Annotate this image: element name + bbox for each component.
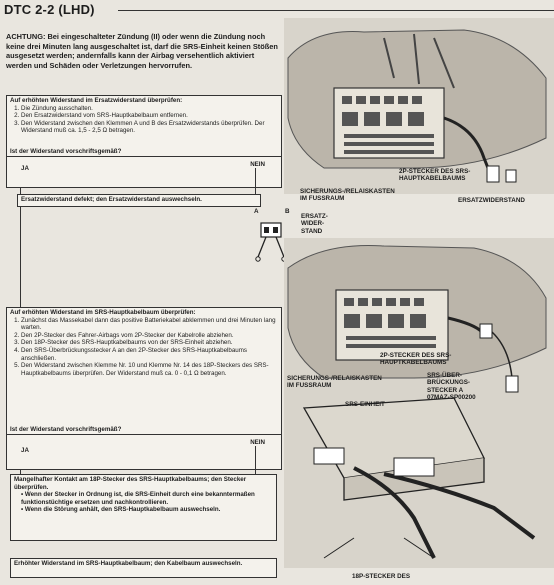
step2-item: 5. Den Widerstand zwischen Klemme Nr. 10 und Klemme Nr. 14 des 18P-Steckers des SRS-Hauptkabelbaums überprüfen. Der Widerstand muß ca. 0 - 0,1 Ω betragen. xyxy=(21,362,278,377)
ersatzwiderstand-label: ERSATZWIDERSTAND xyxy=(458,197,525,204)
step1-item: 2. Den Ersatzwiderstand vom SRS-Hauptkabelbaum entfernen. xyxy=(21,112,278,120)
ersatz-wider-stand-label: ERSATZ- WIDER- STAND xyxy=(301,213,328,235)
step2-box xyxy=(6,307,282,427)
question1-box xyxy=(6,147,282,188)
srs-einheit-label: SRS-EINHEIT xyxy=(345,401,385,408)
step2-item: 4. Den SRS-Überbrückungsstecker A an den 2P-Stecker des SRS-Hauptkabelbaums anschließen. xyxy=(21,347,278,362)
question2-ja: JA xyxy=(21,447,29,454)
result1-box: Ersatzwiderstand defekt; den Ersatzwiderstand auswechseln. xyxy=(17,194,261,207)
result2-bullet: • Wenn die Störung anhält, den SRS-Hauptkabelbaum auswechseln. xyxy=(21,506,272,514)
step2-header: Auf erhöhten Widerstand im SRS-Hauptkabelbaum überprüfen: xyxy=(10,309,196,316)
connector18p-label: 18P-STECKER DES xyxy=(352,573,411,580)
connector2p-top-label: 2P-STECKER DES SRS- HAUPTKABELBAUMS xyxy=(399,168,471,183)
step2-item: 1. Zunächst das Massekabel dann das positive Batteriekabel abklemmen und drei Minuten lang warten. xyxy=(21,317,278,332)
result2-box xyxy=(10,474,277,541)
result2-bullet: • Wenn der Stecker in Ordnung ist, die SRS-Einheit durch eine bekanntermaßen funktionstüchtige ersetzen und nachkontrollieren. xyxy=(21,491,272,506)
flow-line xyxy=(255,446,256,474)
step2-item: 3. Den 18P-Stecker des SRS-Hauptkabelbaums von der SRS-Einheit abziehen. xyxy=(21,339,278,347)
question1-text: Ist der Widerstand vorschriftsgemäß? xyxy=(7,147,281,157)
result2-header: Mangelhafter Kontakt am 18P-Stecker des SRS-Hauptkabelbaums; den Stecker überprüfen. xyxy=(14,476,247,491)
question1-ja: JA xyxy=(21,165,29,172)
question2-nein: NEIN xyxy=(250,439,265,446)
terminal-b-label: B xyxy=(285,208,290,215)
page-title: DTC 2-2 (LHD) xyxy=(4,2,95,17)
warning-text: ACHTUNG: Bei eingeschalteter Zündung (II) oder wenn die Zündung noch keine drei Minuten lang ausgeschaltet ist, darf die SRS-Einheit keinen Stößen ausgesetzt werden; andernfalls kann der Airbag versehentlich aktiviert werden und Schäden oder Verletzungen hervorrufen. xyxy=(6,32,278,70)
flow-line xyxy=(255,168,256,194)
step1-item: 3. Den Widerstand zwischen den Klemmen A und B des Ersatzwiderstands überprüfen. Der Widerstand muß ca. 1,5 - 2,5 Ω betragen. xyxy=(21,120,278,135)
question2-box xyxy=(6,425,282,470)
result3-box: Erhöhter Widerstand im SRS-Hauptkabelbaum; den Kabelbaum auswechseln. xyxy=(10,558,277,578)
step2-item: 2. Den 2P-Stecker des Fahrer-Airbags vom 2P-Stecker der Kabelrolle abziehen. xyxy=(21,332,278,340)
fusebox-bottom-label: SICHERUNGS-/RELAISKASTEN IM FUSSRAUM xyxy=(287,375,382,390)
step1-item: 1. Die Zündung ausschalten. xyxy=(21,105,278,113)
step1-header: Auf erhöhten Widerstand im Ersatzwiderstand überprüfen: xyxy=(10,97,183,104)
srs-ueberbrueckung-label: SRS-ÜBER- BRÜCKUNGS- STECKER A 07MAZ-SP00200 xyxy=(427,372,476,402)
terminal-a-label: A xyxy=(254,208,259,215)
connector2p-bottom-label: 2P-STECKER DES SRS- HAUPTKABELBAUMS xyxy=(380,352,452,367)
step1-box xyxy=(6,95,282,149)
title-rule xyxy=(118,10,554,11)
fusebox-top-label: SICHERUNGS-/RELAISKASTEN IM FUSSRAUM xyxy=(300,188,395,203)
question1-nein: NEIN xyxy=(250,161,265,168)
question2-text: Ist der Widerstand vorschriftsgemäß? xyxy=(7,425,281,435)
fusebox-bottom-illustration xyxy=(284,238,554,568)
